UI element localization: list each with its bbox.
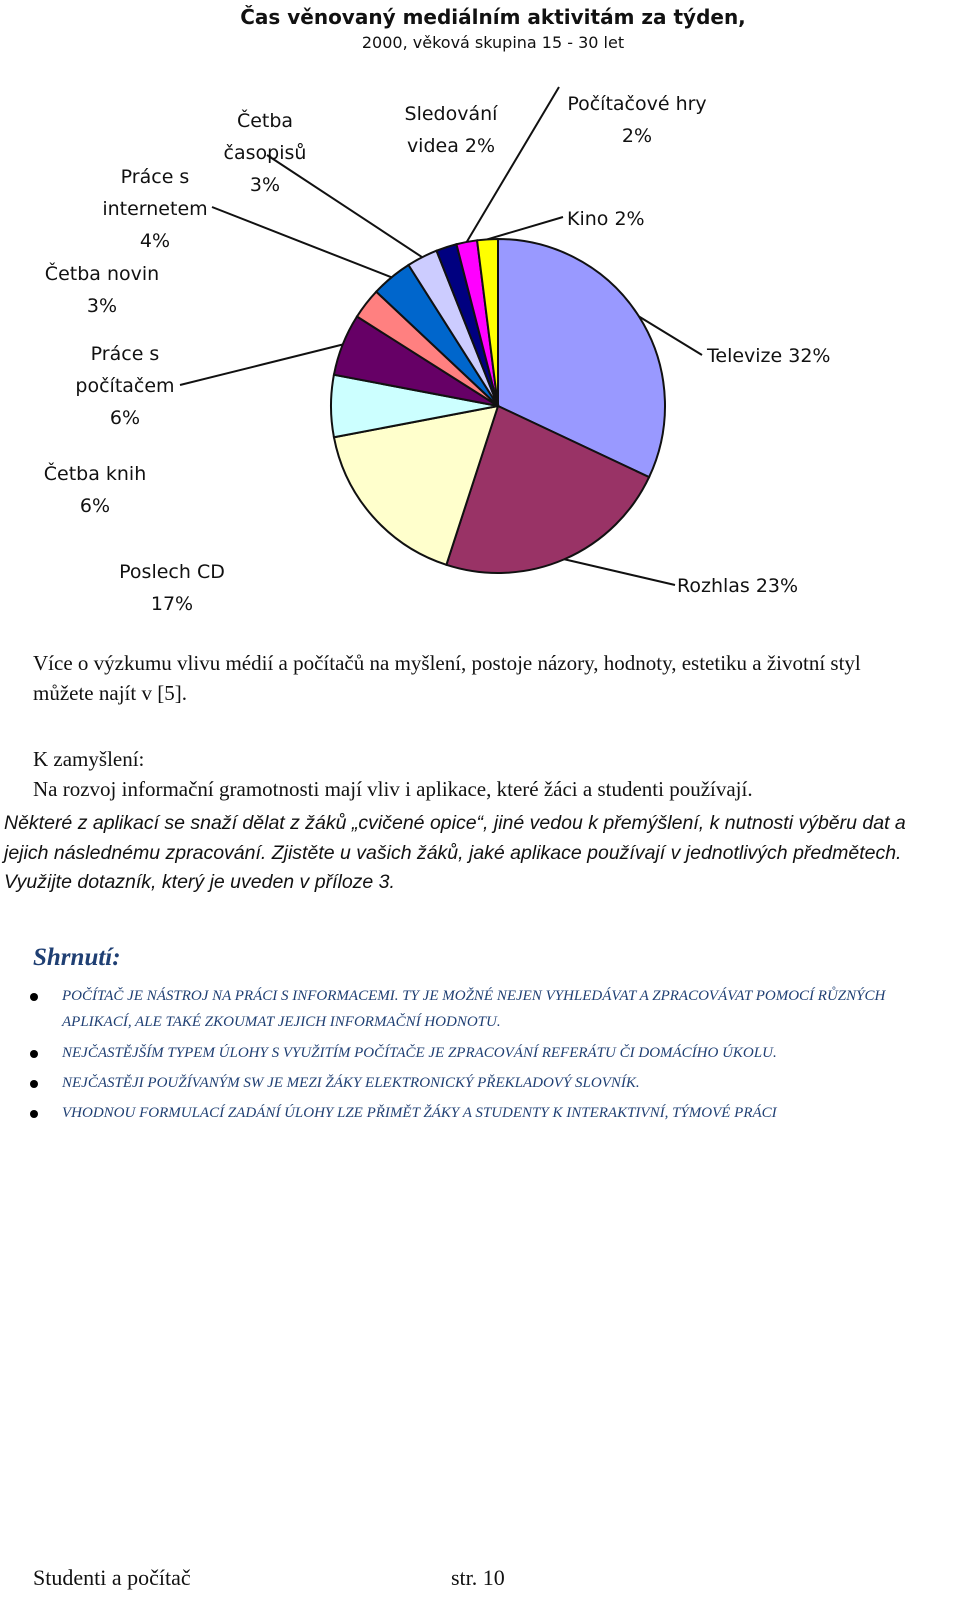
pie-chart-svg [37, 0, 873, 640]
slice-label-video: Sledování videa 2% [404, 103, 498, 157]
summary-heading: Shrnutí: [33, 944, 121, 971]
slice-label-pocitac: Práce s počítačem 6% [75, 343, 175, 429]
paragraph-reflection [33, 744, 923, 804]
page-number: str. 10 [451, 1565, 505, 1590]
slice-label-hry: Počítačové hry 2% [567, 93, 707, 147]
leader-line-casopisy [267, 155, 422, 257]
slice-label-casopisy: Četba časopisů 3% [223, 110, 307, 196]
bullet-icon [30, 993, 38, 1001]
slice-label-poslech: Poslech CD 17% [119, 561, 225, 615]
bullet-icon [30, 1110, 38, 1118]
pie-chart [37, 0, 873, 640]
summary-item-text: VHODNOU FORMULACÍ ZADÁNÍ ÚLOHY LZE PŘIMĚT ŽÁKY A STUDENTY K INTERAKTIVNÍ, TÝMOVÉ PRÁCI [62, 1105, 777, 1121]
slice-label-kino: Kino 2% [567, 208, 645, 230]
paragraph-applications: Některé z aplikací se snaží dělat z žáků „cvičené opice“, jiné vedou k přemýšlení, k nutnosti výběru dat a jejich následnému zpracování. Zjistěte u vašich žáků, jaké aplikace používají v jednotlivých předmětech. Využijte dotazník, který je uveden v příloze 3. [4, 812, 906, 893]
reflection-heading: K zamyšlení: [33, 747, 145, 771]
summary-item [30, 1070, 940, 1096]
reflection-text: Na rozvoj informační gramotnosti mají vliv i aplikace, které žáci a studenti používají. [33, 777, 753, 801]
summary-item-text: POČÍTAČ JE NÁSTROJ NA PRÁCI S INFORMACEMI. TY JE MOŽNÉ NEJEN VYHLEDÁVAT A ZPRACOVÁVAT POMOCÍ RŮZNÝCH APLIKACÍ, ALE TAKÉ ZKOUMAT JEJICH INFORMAČNÍ HODNOTU. [62, 988, 886, 1030]
summary-item [30, 1040, 940, 1066]
summary-list [30, 983, 940, 1130]
summary-item [30, 1100, 940, 1126]
slice-label-knihy: Četba knih 6% [43, 463, 147, 517]
leader-line-kino [488, 217, 563, 239]
chart-title: Čas věnovaný mediálním aktivitám za týden, [240, 5, 746, 29]
slice-label-televize: Televize 32% [707, 345, 831, 367]
pie-slices [331, 239, 665, 573]
footer-title: Studenti a počítač [33, 1565, 191, 1590]
chart-subtitle: 2000, věková skupina 15 - 30 let [361, 33, 625, 52]
summary-item [30, 983, 940, 1035]
paragraph-more-research: Více o výzkumu vlivu médií a počítačů na myšlení, postoje názory, hodnoty, estetiku a životní styl můžete najít v [5]. [33, 651, 861, 705]
leader-line-rozhlas [564, 559, 675, 585]
summary-item-text: NEJČASTĚJI POUŽÍVANÝM SW JE MEZI ŽÁKY ELEKTRONICKÝ PŘEKLADOVÝ SLOVNÍK. [62, 1075, 640, 1091]
slice-label-rozhlas: Rozhlas 23% [677, 575, 799, 597]
slice-label-internet: Práce s internetem 4% [102, 166, 208, 252]
leader-line-pocitac [180, 345, 343, 385]
slice-label-noviny: Četba novin 3% [44, 263, 160, 317]
leader-line-internet [212, 207, 392, 277]
bullet-icon [30, 1080, 38, 1088]
bullet-icon [30, 1050, 38, 1058]
summary-item-text: NEJČASTĚJŠÍM TYPEM ÚLOHY S VYUŽITÍM POČÍTAČE JE ZPRACOVÁNÍ REFERÁTU ČI DOMÁCÍHO ÚKOLU. [62, 1045, 777, 1061]
